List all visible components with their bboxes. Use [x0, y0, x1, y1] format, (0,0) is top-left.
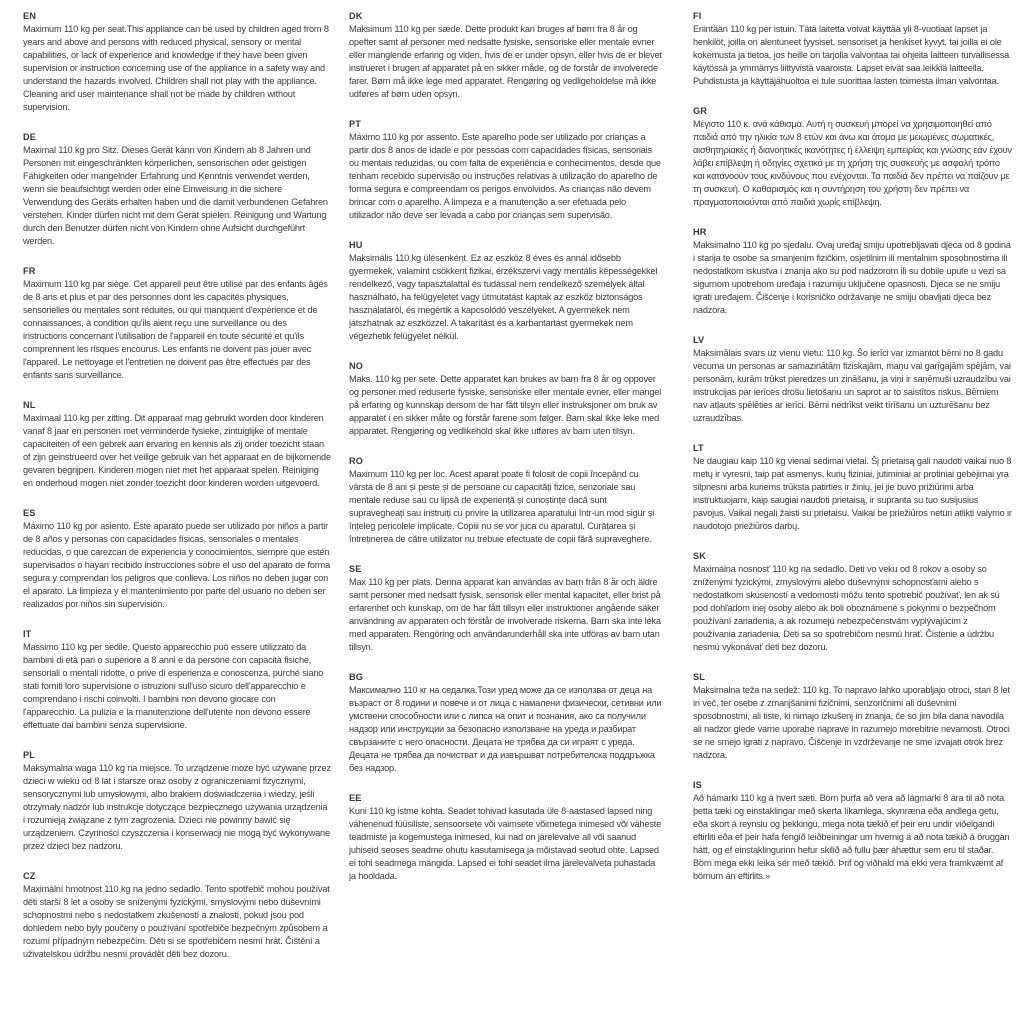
- language-code-heading: FR: [23, 266, 36, 276]
- section-gr: [693, 105, 1012, 209]
- section-dk: [349, 10, 663, 101]
- language-code-heading: ES: [23, 508, 36, 518]
- safety-instructions-text: Maksimalno 110 kg po sjedalu. Ovaj uređaj smiju upotrebljavati djeca od 8 godina i starija te osobe sa smanjenim fizičkim, osjetilnim ili mentalnim sposobnostima ili nedostatkom iskustva i znanja ako su pod nadzorom ili su dobile upute u vezi sa sigurnom upotrebom uređaja i razumiju uključene opasnosti. Djeca se ne smiju igrati uređajem. Čišćenje i korisničko održavanje ne smiju obavljati djeca bez nadzora.: [693, 240, 1011, 315]
- language-code-heading: EE: [349, 793, 362, 803]
- safety-instructions-text: Maks. 110 kg per sete. Dette apparatet kan brukes av barn fra 8 år og oppover og personer med reduserte fysiske, sensoriske eller mentale evner, eller mangel på erfaring og kunnskap dersom de har fått tilsyn eller instruksjoner om bruk av apparatet i en sikker måte og forstår farene som følger. Barn skal ikke leke med apparatet. Rengjøring og vedlikehold skal ikke utføres av barn uten tilsyn.: [349, 374, 662, 436]
- section-en: [23, 10, 331, 114]
- safety-instructions-text: Máximo 110 kg por asiento. Este aparato puede ser utilizado por niños a partir de 8 años y personas con capacidades físicas, sensoriales o mentales reducidas, o que carezcan de experiencia y conocimientos, siempre que estén supervisados o hayan recibido instrucciones sobre el uso del aparato de forma segura y comprendan los peligros que conlleva. Los niños no deben jugar con el aparato. La limpieza y el mantenimiento por parte del usuario no deben ser realizados por niños sin supervisión.: [23, 521, 331, 609]
- language-code-heading: IT: [23, 629, 32, 639]
- language-code-heading: BG: [349, 672, 363, 682]
- safety-instructions-text: Maksimum 110 kg per sæde. Dette produkt kan bruges af børn fra 8 år og opefter samt af personer med nedsatte fysiske, sensoriske eller mentale evner eller manglende erfaring og viden, hvis de er under opsyn, eller hvis de er blevet instrueret i brugen af apparatet på en sikker måde, og de forstår de involverede farer. Børn må ikke lege med apparatet. Rengøring og vedligeholdelse må ikke udføres af børn uden opsyn.: [349, 24, 662, 99]
- safety-instructions-text: Maximální hmotnost 110 kg na jedno sedadlo. Tento spotřebič mohou používat děti starší 8 let a osoby se sníženými fyzickými, smyslovými nebo duševními schopnostmi nebo s nedostatkem zkušeností a znalostí, pokud jsou pod dohledem nebo byly poučeny o používání spotřebiče bezpečným způsobem a rozumí případným nebezpečím. Děti si se spotřebičem nesmí hrát. Čištění a uživatelskou údržbu nesmí provádět děti bez dozoru.: [23, 884, 330, 959]
- safety-instructions-text: Enintään 110 kg per istuin. Tätä laitetta voivat käyttää yli 8-vuotiaat lapset ja henkilöt, joilla on alentuneet fyysiset, sensoriset ja henkiset kyvyt, tai joilla ei ole kokemusta ja tietoa, jos heille on tarjolla valvontaa tai ohjeita laitteen turvallisessa käytössä ja ymmärrys liittyvistä vaaroista. Lapset eivät saa leikkiä laitteella. Puhdistusta ja käyttäjähuoltoa ei tule suorittaa lasten toimesta ilman valvontaa.: [693, 24, 1010, 86]
- language-code-heading: SK: [693, 551, 706, 561]
- language-code-heading: PT: [349, 119, 361, 129]
- language-code-heading: LT: [693, 443, 704, 453]
- section-fr: [23, 265, 331, 382]
- column-middle: [349, 10, 663, 900]
- section-ee: [349, 792, 663, 883]
- section-es: [23, 507, 331, 611]
- safety-instructions-text: Að hámarki 110 kg á hvert sæti. Börn þurfa að vera að lágmarki 8 ára til að nota þetta tæki og einstaklingar með skerta líkamlega, skynræna eða andlega getu, eða skort á reynslu og þekkingu, mega nota tækið ef þeir eru undir viðeigandi eftirliti eða ef þeir hafa fengið leiðbeiningar um hvernig á að nota tækið á öruggan hátt, og ef einstaklingurinn hefur skilið að fullu þær áhættur sem eru til staðar. Börn mega ekki leika sér með tækið. Þrif og viðhald má ekki vera framkvæmt af börnum án eftirlits.»: [693, 793, 1010, 881]
- language-code-heading: LV: [693, 335, 705, 345]
- section-bg: [349, 671, 663, 775]
- section-lt: [693, 442, 1012, 533]
- section-ro: [349, 455, 663, 546]
- column-left: [23, 10, 331, 978]
- language-code-heading: SL: [693, 672, 705, 682]
- section-fi: [693, 10, 1012, 88]
- section-hu: [349, 239, 663, 343]
- language-code-heading: CZ: [23, 871, 36, 881]
- safety-instructions-text: Maksimalna teža na sedež: 110 kg. To napravo lahko uporabljajo otroci, stari 8 let in več, ter osebe z zmanjšanimi fizičnimi, senzoričnimi ali duševnimi sposobnostmi, ali tiste, ki nimajo izkušenj in znanja, če so jim bila dana navodila ali nadzor glede varne uporabe naprave in razumejo morebitne nevarnosti. Otroci se ne smejo igrati z napravo. Čiščenje in vzdrževanje ne sme izvajati otrok brez nadzora.: [693, 685, 1010, 760]
- section-lv: [693, 334, 1012, 425]
- language-code-heading: EN: [23, 11, 36, 21]
- section-pt: [349, 118, 663, 222]
- language-code-heading: PL: [23, 750, 35, 760]
- safety-instructions-text: Maximal 110 kg pro Sitz. Dieses Gerät kann von Kindern ab 8 Jahren und Personen mit eingeschränkten körperlichen, sensorischen oder geistigen Fähigkeiten oder mangelnder Erfahrung und Kenntnis verwendet werden, wenn sie beaufsichtigt werden oder eine Einweisung in die sichere Verwendung des Geräts erhalten haben und die damit verbundenen Gefahren verstehen. Kinder dürfen nicht mit dem Gerät spielen. Reinigung und Wartung durch den Benutzer dürfen nicht von Kindern ohne Aufsicht durchgeführt werden.: [23, 145, 328, 246]
- safety-instructions-text: Máximo 110 kg por assento. Este aparelho pode ser utilizado por crianças a partir dos 8 anos de idade e por pessoas com capacidades físicas, sensoriais ou mentais reduzidas, ou com falta de experiência e conhecimentos, desde que tenham recebido supervisão ou instruções relativas à utilização do aparelho de forma segura e compreendam os perigos envolvidos. As crianças não devem brincar com o aparelho. A limpeza e a manutenção a ser efetuada pelo utilizador não deve ser levada a cabo por crianças sem supervisão.: [349, 132, 661, 220]
- safety-instructions-text: Μέγιστο 110 κ. ανά κάθισμα. Αυτή η συσκευή μπορεί να χρησιμοποιηθεί από παιδιά από την ηλικία των 8 ετών και άνω και άτομα με μειωμένες σωματικές, αισθητηριακές ή διανοητικές ικανότητες ή έλλειψη εμπειρίας και γνώσης εάν έχουν λάβει επίβλεψη ή οδηγίες σχετικά με τη χρήση της συσκευής με ασφαλή τρόπο και κατανοούν τους κινδύνους που ενέχονται. Τα παιδιά δεν πρέπει να παίζουν με τη συσκευή. Ο καθαρισμός και η συντήρηση του χρήστη δεν πρέπει να πραγματοποιούνται από παιδιά χωρίς επίβλεψη.: [693, 119, 1012, 207]
- safety-instructions-text: Massimo 110 kg per sedile. Questo apparecchio può essere utilizzato da bambini di età pari o superiore a 8 anni e da persone con capacità fisiche, sensoriali o mentali ridotte, o prive di esperienza e conoscenza, purché siano stati forniti loro supervisione o istruzioni sull'uso sicuro dell'apparecchio e comprendano i rischi coinvolti. I bambini non devono giocare con l'apparecchio. La pulizia e la manutenzione dell'utente non devono essere effettuate dai bambini senza supervisione.: [23, 642, 324, 730]
- safety-instructions-text: Maximum 110 kg per seat.This appliance can be used by children aged from 8 years and above and persons with reduced physical, sensory or mental capabilities, or lack of experience and knowledge if they have been given supervision or instruction concerning use of the appliance in a safety way and understand the hazards involved. Children shall not play with the appliance. Cleaning and user maintenance shall not be made by children without supervision.: [23, 24, 329, 112]
- section-de: [23, 131, 331, 248]
- language-code-heading: DE: [23, 132, 36, 142]
- safety-instructions-text: Maksymalna waga 110 kg na miejsce. To urządzenie może być używane przez dzieci w wieku od 8 lat i starsze oraz osoby z ograniczeniami fizycznymi, sensorycznymi lub umysłowymi, albo brakiem doświadczenia i wiedzy, jeśli otrzymały nadzór lub instrukcje dotyczące bezpiecznego używania urządzenia i rozumieją związane z tym zagrożenia. Dzieci nie powinny bawić się urządzeniem. Czynności czyszczenia i konserwacji nie mogą być wykonywane przez dzieci bez nadzoru.: [23, 763, 331, 851]
- section-nl: [23, 399, 331, 490]
- section-se: [349, 563, 663, 654]
- section-pl: [23, 749, 331, 853]
- language-code-heading: GR: [693, 106, 707, 116]
- section-is: [693, 779, 1012, 883]
- language-code-heading: DK: [349, 11, 363, 21]
- safety-instructions-text: Max 110 kg per plats. Denna apparat kan användas av barn från 8 år och äldre samt personer med nedsatt fysisk, sensorisk eller mental kapacitet, eller brist på erfarenhet och kunskap, om de har fått tillsyn eller instruktioner angående säker användning av apparaten och förstår de involverade riskerna. Barn ska inte leka med apparaten. Rengöring och användarunderhåll ska inte utföras av barn utan tillsyn.: [349, 577, 661, 652]
- safety-instructions-text: Maximum 110 kg par siège. Cet appareil peut être utilisé par des enfants âgés de 8 ans et plus et par des personnes dont les capacités physiques, sensorielles ou mentales sont réduites, ou qui manquent d'expérience et de connaissances, à condition qu'ils aient reçu une surveillance ou des instructions concernant l'utilisation de l'appareil en toute sécurité et qu'ils comprennent les risques encourus. Les enfants ne doivent pas jouer avec l'appareil. Le nettoyage et l'entretien ne doivent pas être effectués par des enfants sans surveillance.: [23, 279, 328, 380]
- language-code-heading: IS: [693, 780, 702, 790]
- language-code-heading: HU: [349, 240, 363, 250]
- section-hr: [693, 226, 1012, 317]
- section-sk: [693, 550, 1012, 654]
- column-right: [693, 10, 1012, 900]
- section-no: [349, 360, 663, 438]
- safety-instructions-text: Maksimālais svars uz vienu vietu: 110 kg. Šo ierīci var izmantot bērni no 8 gadu vecuma un personas ar samazinātām fiziskajām, maņu vai garīgajām spējām, vai personām, kurām trūkst pieredzes un zināšanu, ja viņi ir saņēmuši uzraudzību vai instrukcijas par ierīces drošu lietošanu un saprot ar to saistītos riskus. Bērniem nav atļauts spēlēties ar ierīci. Bērni nedrīkst veikt tīrīšanu un uzturēšanu bez uzraudzības.: [693, 348, 1011, 423]
- language-code-heading: SE: [349, 564, 362, 574]
- section-cz: [23, 870, 331, 961]
- language-code-heading: FI: [693, 11, 702, 21]
- section-sl: [693, 671, 1012, 762]
- safety-instructions-text: Ne daugiau kaip 110 kg vienai sėdimai vietai. Šį prietaisą gali naudoti vaikai nuo 8 metų ir vyresni, taip pat asmenys, kurių fiziniai, jutiminiai ar protiniai gebėjimai yra silpnesni arba kuriems trūksta patirties ir žinių, jei jie buvo prižiūrimi arba instruktuojami, kaip saugiai naudoti prietaisą, ir supranta su tuo susijusius pavojus. Vaikai negali žaisti su prietaisu. Vaikai be priežiūros neturi atlikti valymo ir naudotojo priežiūros darbų.: [693, 456, 1012, 531]
- safety-instructions-text: Maximálna nosnosť 110 kg na sedadlo. Deti vo veku od 8 rokov a osoby so zníženými fyzickými, zmyslovými alebo duševnými schopnosťami alebo s nedostatkom skúseností a vedomostí môžu tento spotrebič používať, len ak sú pod dohľadom inej osoby alebo ak boli oboznámené s pokynmi o bezpečnom používaní zariadenia, a ak rozumejú nebezpečenstvám vyplývajúcim z používania zariadenia. Deti sa so spotrebičom nesmú hrať. Čistenie a údržbu nesmú vykonávať deti bez dozoru.: [693, 564, 1000, 652]
- safety-instructions-text: Maksimális 110 kg ülésenként. Ez az eszköz 8 éves és annál idősebb gyermekek, valamint csökkent fizikai, érzékszervi vagy mentális képességekkel rendelkező, vagy tapasztalattal és tudással nem rendelkező személyek által használható, ha felügyeletet vagy útmutatást kaptak az eszköz biztonságos használatáról, és megértik a kapcsolódó veszélyeket. A gyermekek nem játszhatnak az eszközzel. A takarítást és a karbantartást gyermekek nem végezhetik felügyelet nélkül.: [349, 253, 658, 341]
- language-code-heading: NO: [349, 361, 363, 371]
- safety-instructions-text: Maximaal 110 kg per zitting. Dit apparaat mag gebruikt worden door kinderen vanaf 8 jaar en personen met verminderde fysieke, zintuiglijke of mentale capaciteiten of een gebrek aan ervaring en kennis als zij onder toezicht staan of zijn geinstrueerd over het veilige gebruik van het apparaat en de bijkomende gevaren begrijpen. Kinderen mogen niet met het apparaat spelen. Reiniging en onderhoud mogen niet zonder toezicht door kinderen worden uitgevoerd.: [23, 413, 331, 488]
- language-code-heading: HR: [693, 227, 707, 237]
- safety-instructions-text: Kuni 110 kg istme kohta. Seadet tohivad kasutada üle 8-aastased lapsed ning vähenenud füüsiliste, sensoorsete või vaimsete võimetega inimesed või väheste teadmiste ja kogemustega inimesed, kui nad on järelevalve all või saanud juhiseid seoses seadme ohutu kasutamisega ja mõistavad seotud ohte. Lapsed ei tohi seadmega mängida. Lapsed ei tohi seadet ilma järelevalveta puhastada ja hooldada.: [349, 806, 662, 881]
- safety-instructions-text: Максимално 110 кг на седалка.Този уред може да се използва от деца на възраст от 8 години и повече и от лица с намалени физически, сетивни или умствени способности или с липса на опит и познания, ако са получили надзор или инструкции за безопасно използване на уреда и разбират свързаните с него опасности. Децата не трябва да си играят с уреда. Децата не трябва да почистват и да извършват потребителска поддръжка без надзор.: [349, 685, 662, 773]
- section-it: [23, 628, 331, 732]
- language-code-heading: RO: [349, 456, 363, 466]
- language-code-heading: NL: [23, 400, 36, 410]
- safety-instructions-text: Maximum 110 kg per loc. Acest aparat poate fi folosit de copii începând cu vârsta de 8 ani și peste și de persoane cu capacități fizice, senzoriale sau mentale reduse sau cu lipsă de experiență și cunoștințe dacă sunt supravegheați sau instruiți cu privire la utilizarea aparatului într-un mod sigur și înțeleg pericolele implicate. Copiii nu se vor juca cu aparatul. Curățarea și întreținerea de către utilizator nu trebuie efectuate de copii fără supraveghere.: [349, 469, 655, 544]
